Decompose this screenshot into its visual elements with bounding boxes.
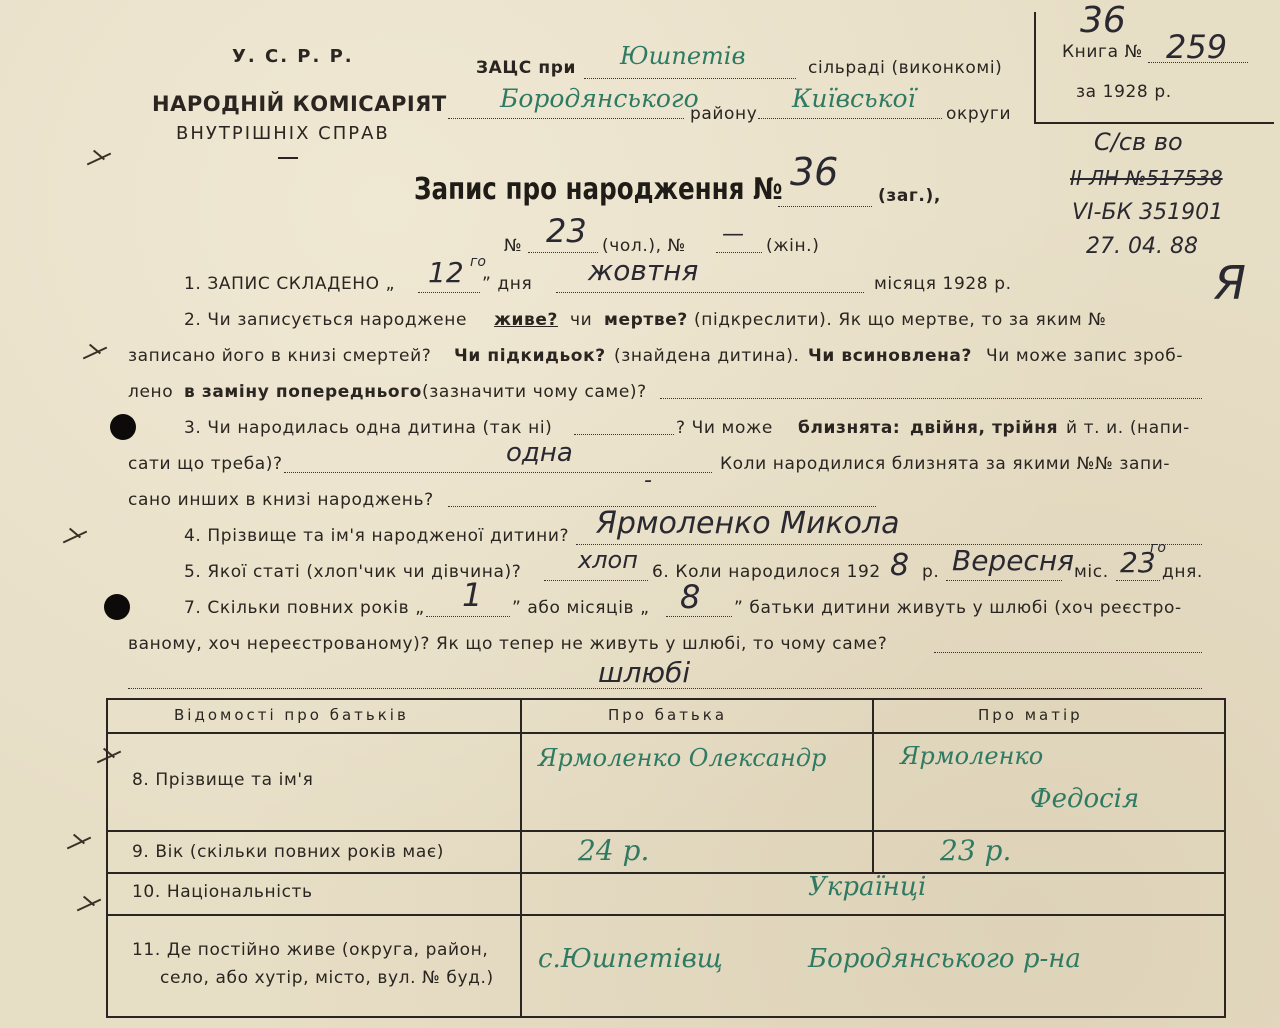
record-number-line <box>778 206 872 207</box>
q4-line <box>576 544 1202 545</box>
row8-label: 8. Прізвище та ім'я <box>132 770 314 790</box>
q3-line1-e: й т. и. (напи- <box>1066 418 1190 438</box>
row11-district: Бородянського р-на <box>808 944 1081 974</box>
male-number-line <box>528 252 598 253</box>
q6-day-sup: го <box>1150 540 1166 556</box>
zags-village-value: Юшпетів <box>620 42 746 70</box>
q6-year-value: 8 <box>890 548 910 583</box>
okrug-label: округи <box>946 104 1012 124</box>
district-line <box>448 118 684 119</box>
q1-month-line <box>556 292 864 293</box>
okrug-value: Київської <box>792 84 916 113</box>
row11-village: с.Юшпетівщ <box>538 944 723 974</box>
table-col-line <box>872 700 874 872</box>
female-number-line <box>716 252 762 253</box>
table-col3-header: Про матір <box>978 706 1083 724</box>
q1-day-value: 12 <box>428 256 464 289</box>
q2-line3-a: лено <box>128 382 174 402</box>
q3-twins-label: близнята: <box>798 418 901 438</box>
paper-tear <box>58 530 92 544</box>
q3-line2-b: Коли народилися близнята за якими №№ запи- <box>720 454 1171 474</box>
q2-line2-e: Чи може запис зроб- <box>986 346 1184 366</box>
q2-foundling: Чи підкидьок? <box>454 346 606 366</box>
q1-month-value: жовтня <box>588 254 699 287</box>
q6-r: р. <box>922 562 940 582</box>
q6-mis: міс. <box>1074 562 1109 582</box>
paper-tear <box>82 152 116 166</box>
margin-note-line4: 27. 04. 88 <box>1086 234 1198 259</box>
book-number-value: 259 <box>1166 28 1228 66</box>
q1-day-label: ” дня <box>482 274 533 294</box>
row10-shared: Українці <box>808 872 927 902</box>
book-year-label: за 1928 р. <box>1076 82 1172 102</box>
q6-month-value: Вересня <box>952 544 1074 577</box>
q2-line1-e: (підкреслити). Як що мертве, то за яким № <box>694 310 1107 330</box>
q2-replacement: в заміну попереднього <box>184 382 422 402</box>
q6-label: 6. Коли народилося 192 <box>652 562 881 582</box>
record-number-value: 36 <box>790 150 839 194</box>
row8-father: Ярмоленко Олександр <box>538 744 827 772</box>
paper-tear <box>62 836 96 850</box>
male-number-value: 23 <box>546 212 587 250</box>
paper-tear <box>72 898 106 912</box>
q5-value: хлоп <box>578 546 638 574</box>
paper-tear <box>78 346 112 360</box>
q3-line3: сано инших в книзі народжень? <box>128 490 434 510</box>
q7-years-line <box>426 616 510 617</box>
row8-mother-line2: Федосія <box>1030 784 1140 814</box>
district-label: району <box>690 104 758 124</box>
row11-label-line2: село, або хутір, місто, вул. № буд.) <box>160 968 494 988</box>
commissariat-label: НАРОДНІЙ КОМІСАРІЯТ <box>152 92 447 116</box>
header-dash <box>278 157 298 159</box>
q4-value: Ярмоленко Микола <box>596 506 900 541</box>
q7-b: ” або місяців „ <box>512 598 650 618</box>
book-number-label: Книга № <box>1062 42 1143 62</box>
q7-months-value: 8 <box>680 578 701 616</box>
book-top-value: 36 <box>1080 0 1126 41</box>
q7-c: ” батьки дитини живуть у шлюбі (хоч реєстро- <box>734 598 1182 618</box>
q7-a: 7. Скільки повних років „ <box>184 598 425 618</box>
q3-line2-a: сати що треба)? <box>128 454 283 474</box>
q2-line2-c: (знайдена дитина). <box>614 346 800 366</box>
q1-day-sup: го <box>470 254 486 270</box>
q4-label: 4. Прізвище та ім'я народженої дитини? <box>184 526 570 546</box>
q3-line1-b: ? Чи може <box>676 418 773 438</box>
row9-label: 9. Вік (скільки повних років має) <box>132 842 445 862</box>
female-number-value: — <box>722 222 744 247</box>
margin-note-line3: VI-БК 351901 <box>1072 200 1224 225</box>
book-box <box>1034 12 1274 124</box>
q2-line1-a: 2. Чи записується народжене <box>184 310 468 330</box>
punch-hole <box>110 414 136 440</box>
q3-value: одна <box>506 438 573 468</box>
table-col1-header: Відомості про батьків <box>174 706 409 724</box>
margin-note-struck: II-ЛН №517538 <box>1070 166 1223 190</box>
q7-value: шлюбі <box>598 656 691 689</box>
q7-line2-dots <box>934 652 1202 653</box>
table-col2-header: Про батька <box>608 706 728 724</box>
department-label: ВНУТРІШНІХ СПРАВ <box>176 123 390 144</box>
q3-twins-kinds: двійня, трійня <box>910 418 1059 438</box>
female-suffix: (жін.) <box>766 236 820 256</box>
row9-father: 24 р. <box>578 834 650 867</box>
q2-or: чи <box>570 310 593 330</box>
table-row-line <box>108 914 1224 916</box>
table-row-line <box>108 830 1224 832</box>
q7-years-value: 1 <box>462 576 483 614</box>
parents-table <box>106 698 1226 1018</box>
q2-line2-a: записано його в книзі смертей? <box>128 346 432 366</box>
republic-label: У. С. Р. Р. <box>232 46 354 67</box>
margin-signature: Я <box>1214 256 1246 310</box>
q6-day-value: 23 <box>1120 546 1156 579</box>
q6-month-line <box>946 580 1062 581</box>
q1-tail: місяця 1928 р. <box>874 274 1012 294</box>
zags-village-line <box>584 78 796 79</box>
q2-line3-c: (зазначити чому саме)? <box>422 382 647 402</box>
zags-label: ЗАЦС при <box>476 58 577 78</box>
punch-hole <box>104 594 130 620</box>
q1-label: 1. ЗАПИС СКЛАДЕНО „ <box>184 274 396 294</box>
row11-label-line1: 11. Де постійно живе (округа, район, <box>132 940 489 960</box>
district-value: Бородянського <box>500 84 699 113</box>
table-row-line <box>108 872 1224 874</box>
male-suffix: (чол.), № <box>602 236 686 256</box>
q3-line3-value: - <box>644 468 652 493</box>
q2-adopted: Чи всиновлена? <box>808 346 972 366</box>
record-title-suffix: (заг.), <box>878 186 941 206</box>
q2-line3-dots <box>660 398 1202 399</box>
margin-note-line1: С/св во <box>1094 128 1183 156</box>
q6-day-line <box>1116 580 1160 581</box>
q3-single-line <box>574 434 674 435</box>
q1-day-line <box>418 292 480 293</box>
row8-mother: Ярмоленко <box>900 742 1044 770</box>
q6-tail: дня. <box>1162 562 1203 582</box>
q2-alive: живе? <box>494 310 558 330</box>
q5-label: 5. Якої статі (хлоп'чик чи дівчина)? <box>184 562 522 582</box>
table-header-line <box>108 732 1224 734</box>
q3-line1-a: 3. Чи народилась одна дитина (так ні) <box>184 418 553 438</box>
row9-mother: 23 р. <box>940 834 1012 867</box>
q5-line <box>544 580 648 581</box>
record-title: Запис про народження № <box>414 172 783 207</box>
q7-months-line <box>666 616 732 617</box>
table-col-line <box>520 700 522 1016</box>
row10-label: 10. Національність <box>132 882 313 902</box>
okrug-line <box>758 118 942 119</box>
q7-line2: ваному, хоч нереєстрованому)? Як що тепер не живуть у шлюбі, то чому саме? <box>128 634 888 654</box>
q2-dead: мертве? <box>604 310 688 330</box>
male-number-label: № <box>504 236 523 256</box>
village-council-label: сільраді (виконкомі) <box>808 58 1003 78</box>
